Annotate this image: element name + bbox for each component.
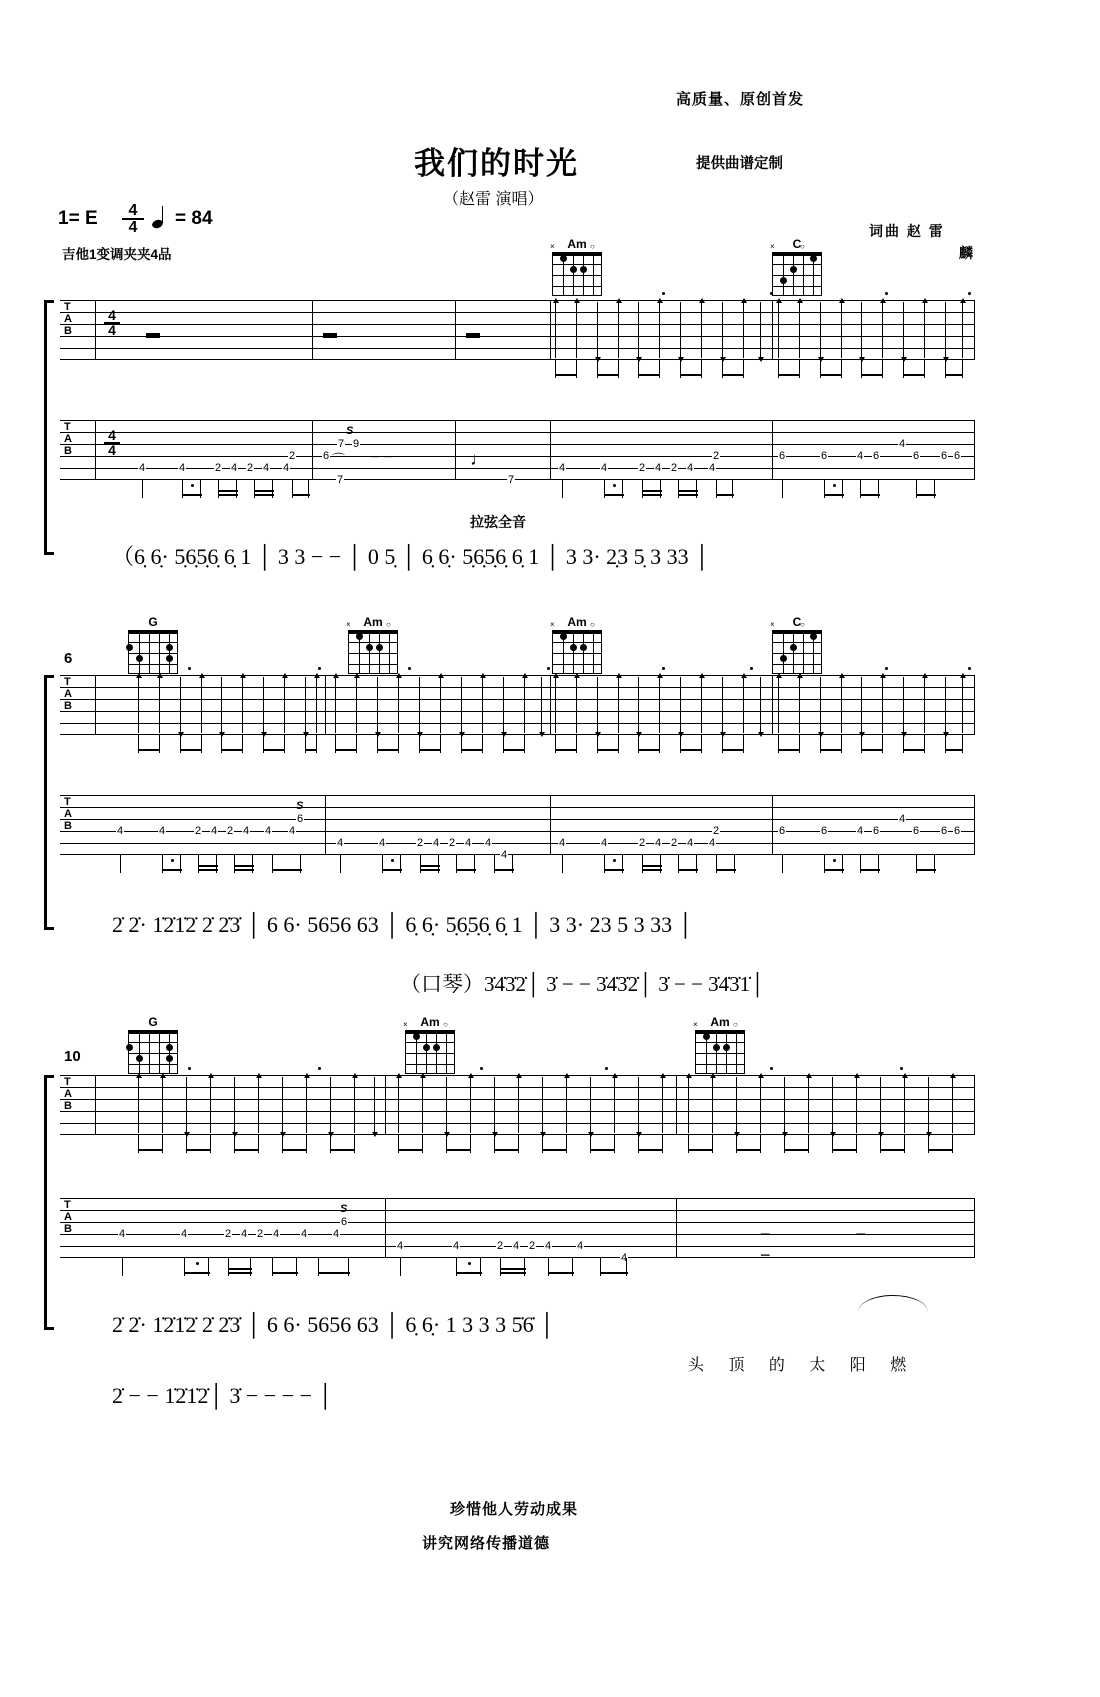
chord-diagram-am-4: Am × ○ xyxy=(405,1030,455,1074)
tab-staff-3b: T A B 4 4 2 4 2 4 4 4 6 S 4 4 2 4 2 4 4 4 − − − xyxy=(60,1198,975,1258)
quarter-note-icon xyxy=(152,208,168,230)
slur-mark xyxy=(858,1295,928,1312)
tab-staff-1a: T A B $\frac{4}{4}$ xyxy=(60,300,975,360)
tab-staff-2a: T A B xyxy=(60,675,975,735)
chord-diagram-am-1: Am × ○ xyxy=(552,252,602,296)
measure-number-6: 6 xyxy=(64,650,73,667)
tempo-marking: = 84 xyxy=(175,208,213,229)
chord-diagram-am-2: Am × ○ xyxy=(348,630,398,674)
footer-line-2: 讲究网络传播道德 xyxy=(422,1535,551,1552)
system-bracket-1 xyxy=(44,300,54,555)
chord-name: C xyxy=(792,615,802,629)
tab-staff-1b: T A B $\frac{4}{4}$ 4 4 2 4 2 4 4 2 6 7 9 7 S ⌒ − − ♩ 7 4 4 2 4 2 4 4 2 6 6 4 6 4 6 6 6 xyxy=(60,420,975,480)
chord-diagram-am-5: Am × ○ xyxy=(695,1030,745,1074)
jianpu-harmonica-line: （口琴）3̇4̇3̇2̇│ 3̇ − − 3̇4̇3̇2̇│ 3̇ − − 3̇4̇3̇1̇│ xyxy=(400,972,766,996)
strum-pattern-2 xyxy=(60,675,975,757)
chord-name: C xyxy=(792,237,802,251)
chord-name: Am xyxy=(710,1015,730,1029)
jianpu-line-3: 2̇ 2̇· 1̇2̇1̇2̇ 2̇ 2̇3̇ │ 6 6· 5656 63 │ 6̣ 6̣· 1 3 3 3 5̇6̇ │ xyxy=(112,1312,555,1337)
page-title: 我们的时光 xyxy=(414,146,579,181)
jianpu-line-4: 2̇ − − 1̇2̇1̇2̇│ 3̇ − − − − │ xyxy=(112,1383,334,1408)
measure-number-10: 10 xyxy=(64,1048,81,1065)
artist-subtitle: （赵雷 演唱） xyxy=(443,191,544,208)
chord-diagram-am-3: Am × ○ xyxy=(552,630,602,674)
footer-line-1: 珍惜他人劳动成果 xyxy=(450,1501,579,1518)
capo-note: 吉他1变调夹夹4品 xyxy=(62,247,172,262)
key-signature: 1= E xyxy=(58,208,98,229)
custom-score-note: 提供曲谱定制 xyxy=(696,156,783,172)
tab-staff-3a: T A B xyxy=(60,1075,975,1135)
tab-staff-2b: T A B 4 4 2 4 2 4 4 4 6 S 4 4 2 4 2 4 4 4 4 4 2 4 2 4 4 2 6 6 4 6 4 6 6 6 xyxy=(60,795,975,855)
chord-name: Am xyxy=(420,1015,440,1029)
composer-line-1: 词曲 赵 雷 xyxy=(869,223,945,239)
time-signature-numerator: 4 xyxy=(128,202,138,219)
banner-text: 高质量、原创首发 xyxy=(676,91,805,108)
lyrics-line: 头 顶 的 太 阳 燃 xyxy=(688,1357,917,1374)
chord-diagram-g-3 xyxy=(128,1015,178,1074)
chord-name: Am xyxy=(567,237,587,251)
chord-name: Am xyxy=(363,615,383,629)
chord-name: Am xyxy=(567,615,587,629)
chord-diagram-c-2: C × ○ xyxy=(772,630,822,674)
time-signature-denominator: 4 xyxy=(122,218,144,235)
composer-line-2: 麟 xyxy=(959,245,975,261)
chord-diagram-c-1: C × ○ xyxy=(772,252,822,296)
rhythm-beams-3b xyxy=(60,1258,975,1284)
rhythm-beams-2b xyxy=(60,855,975,881)
rhythm-beams-1b xyxy=(60,480,975,506)
system-bracket-3 xyxy=(44,1075,54,1330)
chord-name: G xyxy=(148,615,158,629)
time-signature xyxy=(122,203,144,235)
chord-name: G xyxy=(148,1015,158,1029)
jianpu-line-1: （6̣ 6̣· 5̣6̣5̣6̣ 6̣ 1 │ 3 3 − − │ 0 5̣ │ 6̣ 6̣· 5̣6̣5̣6̣ 6̣ 1 │ 3 3· 2̣3 5̣ 3 33 │ xyxy=(112,544,710,569)
system-bracket-2 xyxy=(44,675,54,930)
jianpu-line-2: 2̇ 2̇· 1̇2̇1̇2̇ 2̇ 2̇3̇ │ 6 6· 5656 63 │ 6̣ 6̣· 5̣6̣5̣6̣ 6̣ 1 │ 3 3· 23 5 3 33 │ xyxy=(112,912,694,937)
strum-pattern-1 xyxy=(60,300,975,382)
strum-pattern-3 xyxy=(60,1075,975,1157)
chord-diagram-g-2 xyxy=(128,615,178,674)
bend-annotation: 拉弦全音 xyxy=(470,514,526,530)
